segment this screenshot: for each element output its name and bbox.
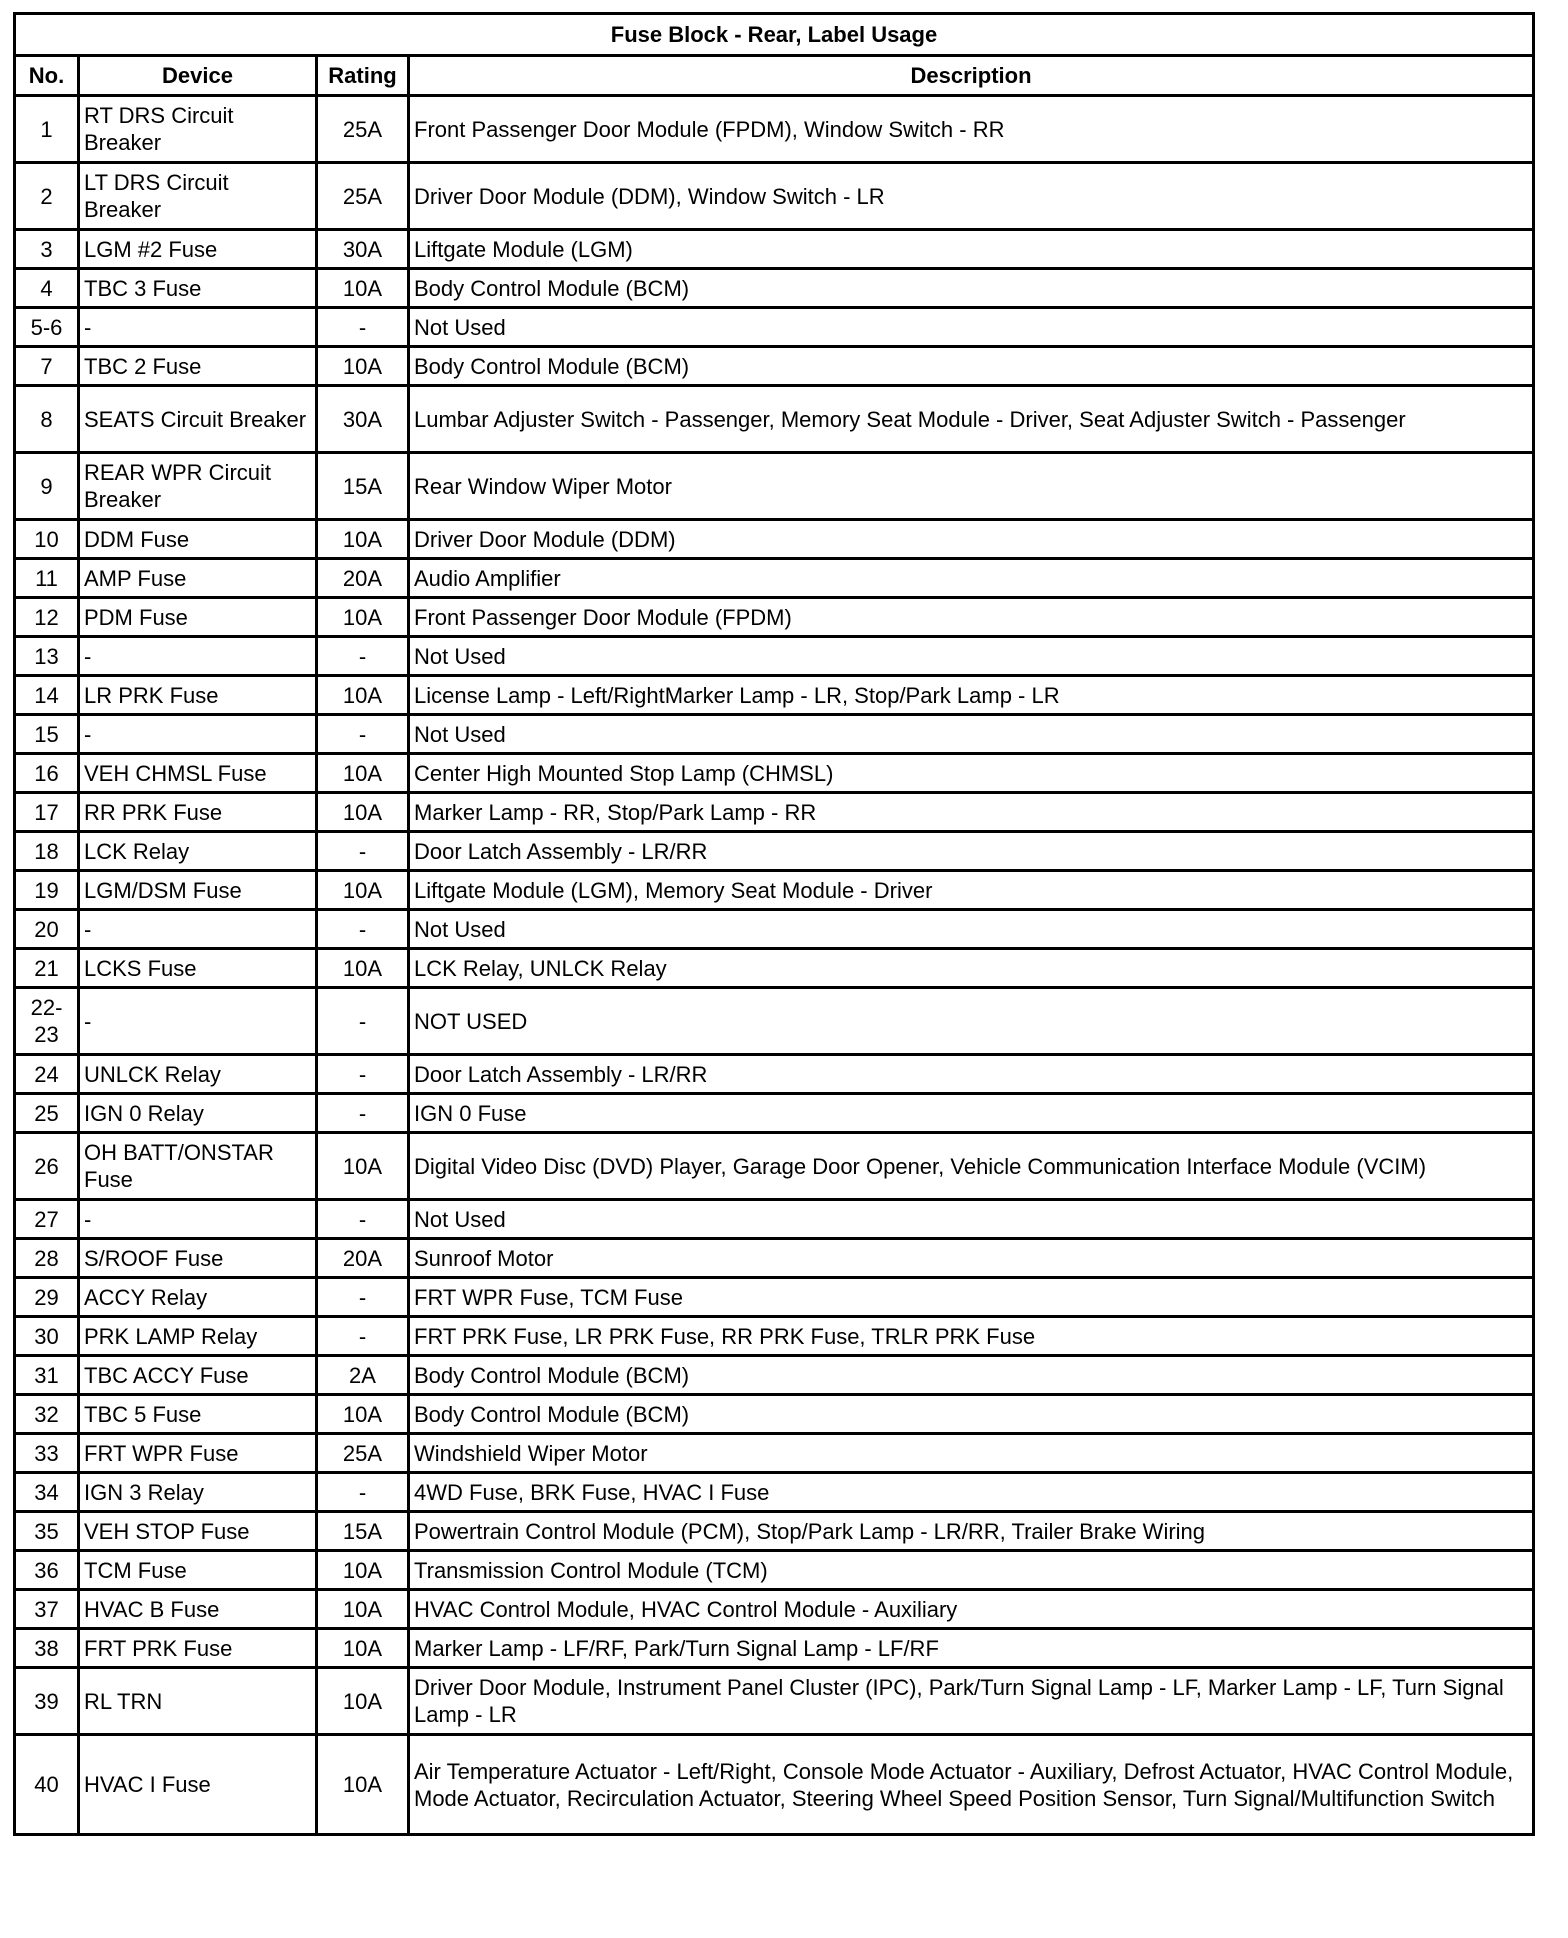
table-row <box>15 715 1534 754</box>
cell-device: VEH STOP Fuse <box>79 1512 317 1551</box>
cell-device: - <box>79 715 317 754</box>
cell-rating: 15A <box>317 1512 409 1551</box>
cell-description: NOT USED <box>409 988 1534 1055</box>
cell-rating: 10A <box>317 1735 409 1835</box>
cell-device: ACCY Relay <box>79 1278 317 1317</box>
cell-device: LCKS Fuse <box>79 949 317 988</box>
cell-rating: 30A <box>317 230 409 269</box>
cell-rating: 10A <box>317 520 409 559</box>
cell-rating: - <box>317 910 409 949</box>
table-row <box>15 1629 1534 1668</box>
cell-description: 4WD Fuse, BRK Fuse, HVAC I Fuse <box>409 1473 1534 1512</box>
cell-no: 12 <box>15 598 79 637</box>
cell-device: LGM #2 Fuse <box>79 230 317 269</box>
cell-no: 9 <box>15 453 79 520</box>
cell-device: RL TRN <box>79 1668 317 1735</box>
cell-description: Liftgate Module (LGM) <box>409 230 1534 269</box>
cell-description: Windshield Wiper Motor <box>409 1434 1534 1473</box>
cell-rating: 10A <box>317 754 409 793</box>
cell-description: FRT PRK Fuse, LR PRK Fuse, RR PRK Fuse, TRLR PRK Fuse <box>409 1317 1534 1356</box>
cell-device: UNLCK Relay <box>79 1055 317 1094</box>
table-row <box>15 96 1534 163</box>
cell-rating: - <box>317 1473 409 1512</box>
cell-no: 1 <box>15 96 79 163</box>
cell-rating: - <box>317 988 409 1055</box>
table-row <box>15 1735 1534 1835</box>
cell-device: REAR WPR Circuit Breaker <box>79 453 317 520</box>
cell-no: 11 <box>15 559 79 598</box>
cell-device: - <box>79 308 317 347</box>
table-row <box>15 676 1534 715</box>
cell-rating: 10A <box>317 347 409 386</box>
cell-device: - <box>79 910 317 949</box>
cell-rating: - <box>317 715 409 754</box>
cell-description: Digital Video Disc (DVD) Player, Garage Door Opener, Vehicle Communication Interface Module (VCIM) <box>409 1133 1534 1200</box>
cell-no: 40 <box>15 1735 79 1835</box>
table-row <box>15 1200 1534 1239</box>
cell-rating: 20A <box>317 1239 409 1278</box>
cell-description: Door Latch Assembly - LR/RR <box>409 1055 1534 1094</box>
table-row <box>15 1434 1534 1473</box>
cell-rating: 20A <box>317 559 409 598</box>
cell-description: Driver Door Module (DDM), Window Switch - LR <box>409 163 1534 230</box>
cell-no: 26 <box>15 1133 79 1200</box>
cell-device: LCK Relay <box>79 832 317 871</box>
cell-no: 7 <box>15 347 79 386</box>
cell-device: OH BATT/ONSTAR Fuse <box>79 1133 317 1200</box>
cell-no: 24 <box>15 1055 79 1094</box>
cell-no: 38 <box>15 1629 79 1668</box>
cell-no: 27 <box>15 1200 79 1239</box>
cell-device: HVAC I Fuse <box>79 1735 317 1835</box>
cell-no: 28 <box>15 1239 79 1278</box>
cell-rating: 25A <box>317 1434 409 1473</box>
cell-description: Not Used <box>409 1200 1534 1239</box>
cell-rating: 10A <box>317 269 409 308</box>
cell-description: Not Used <box>409 910 1534 949</box>
cell-no: 36 <box>15 1551 79 1590</box>
cell-description: Front Passenger Door Module (FPDM) <box>409 598 1534 637</box>
cell-rating: - <box>317 1055 409 1094</box>
cell-no: 2 <box>15 163 79 230</box>
fuse-block-table <box>13 12 1535 1836</box>
cell-device: RR PRK Fuse <box>79 793 317 832</box>
cell-rating: 10A <box>317 871 409 910</box>
cell-device: AMP Fuse <box>79 559 317 598</box>
cell-rating: 10A <box>317 1133 409 1200</box>
table-row <box>15 347 1534 386</box>
cell-description: LCK Relay, UNLCK Relay <box>409 949 1534 988</box>
table-row <box>15 269 1534 308</box>
table-row <box>15 386 1534 453</box>
table-row <box>15 559 1534 598</box>
cell-no: 10 <box>15 520 79 559</box>
cell-no: 33 <box>15 1434 79 1473</box>
table-row <box>15 988 1534 1055</box>
cell-description: Body Control Module (BCM) <box>409 1395 1534 1434</box>
cell-description: Front Passenger Door Module (FPDM), Window Switch - RR <box>409 96 1534 163</box>
table-row <box>15 163 1534 230</box>
cell-device: RT DRS Circuit Breaker <box>79 96 317 163</box>
cell-no: 15 <box>15 715 79 754</box>
cell-description: Sunroof Motor <box>409 1239 1534 1278</box>
cell-device: TBC 5 Fuse <box>79 1395 317 1434</box>
cell-description: Powertrain Control Module (PCM), Stop/Park Lamp - LR/RR, Trailer Brake Wiring <box>409 1512 1534 1551</box>
table-row <box>15 793 1534 832</box>
cell-rating: 10A <box>317 793 409 832</box>
cell-no: 25 <box>15 1094 79 1133</box>
cell-device: SEATS Circuit Breaker <box>79 386 317 453</box>
table-row <box>15 1473 1534 1512</box>
cell-description: Liftgate Module (LGM), Memory Seat Module - Driver <box>409 871 1534 910</box>
cell-no: 4 <box>15 269 79 308</box>
cell-device: LT DRS Circuit Breaker <box>79 163 317 230</box>
cell-no: 13 <box>15 637 79 676</box>
table-row <box>15 308 1534 347</box>
table-row <box>15 1668 1534 1735</box>
cell-description: Center High Mounted Stop Lamp (CHMSL) <box>409 754 1534 793</box>
cell-rating: 2A <box>317 1356 409 1395</box>
cell-description: Body Control Module (BCM) <box>409 269 1534 308</box>
cell-device: S/ROOF Fuse <box>79 1239 317 1278</box>
table-row <box>15 1395 1534 1434</box>
cell-no: 17 <box>15 793 79 832</box>
cell-device: TBC ACCY Fuse <box>79 1356 317 1395</box>
cell-no: 39 <box>15 1668 79 1735</box>
cell-no: 31 <box>15 1356 79 1395</box>
table-row <box>15 520 1534 559</box>
cell-device: LGM/DSM Fuse <box>79 871 317 910</box>
cell-device: FRT PRK Fuse <box>79 1629 317 1668</box>
cell-rating: 10A <box>317 949 409 988</box>
cell-no: 21 <box>15 949 79 988</box>
cell-rating: 10A <box>317 1395 409 1434</box>
cell-description: Not Used <box>409 308 1534 347</box>
cell-description: Audio Amplifier <box>409 559 1534 598</box>
cell-description: HVAC Control Module, HVAC Control Module - Auxiliary <box>409 1590 1534 1629</box>
cell-device: FRT WPR Fuse <box>79 1434 317 1473</box>
cell-description: IGN 0 Fuse <box>409 1094 1534 1133</box>
table-row <box>15 453 1534 520</box>
table-row <box>15 754 1534 793</box>
cell-description: Not Used <box>409 715 1534 754</box>
cell-rating: 10A <box>317 1551 409 1590</box>
cell-no: 30 <box>15 1317 79 1356</box>
cell-device: IGN 0 Relay <box>79 1094 317 1133</box>
cell-description: FRT WPR Fuse, TCM Fuse <box>409 1278 1534 1317</box>
cell-rating: 10A <box>317 1590 409 1629</box>
table-row <box>15 1094 1534 1133</box>
cell-description: License Lamp - Left/RightMarker Lamp - LR, Stop/Park Lamp - LR <box>409 676 1534 715</box>
header-description: Description <box>409 56 1534 96</box>
cell-device: VEH CHMSL Fuse <box>79 754 317 793</box>
cell-device: - <box>79 988 317 1055</box>
cell-no: 18 <box>15 832 79 871</box>
cell-device: PRK LAMP Relay <box>79 1317 317 1356</box>
table-row <box>15 910 1534 949</box>
cell-rating: 25A <box>317 96 409 163</box>
cell-no: 32 <box>15 1395 79 1434</box>
cell-rating: - <box>317 1317 409 1356</box>
table-row <box>15 1278 1534 1317</box>
cell-rating: 25A <box>317 163 409 230</box>
cell-rating: 15A <box>317 453 409 520</box>
cell-description: Rear Window Wiper Motor <box>409 453 1534 520</box>
cell-description: Door Latch Assembly - LR/RR <box>409 832 1534 871</box>
cell-no: 14 <box>15 676 79 715</box>
cell-description: Driver Door Module (DDM) <box>409 520 1534 559</box>
table-row <box>15 230 1534 269</box>
table-row <box>15 949 1534 988</box>
cell-description: Body Control Module (BCM) <box>409 1356 1534 1395</box>
cell-device: TBC 2 Fuse <box>79 347 317 386</box>
cell-rating: 10A <box>317 676 409 715</box>
cell-rating: - <box>317 1094 409 1133</box>
table-title: Fuse Block - Rear, Label Usage <box>15 14 1534 56</box>
table-row <box>15 1133 1534 1200</box>
cell-no: 29 <box>15 1278 79 1317</box>
cell-device: DDM Fuse <box>79 520 317 559</box>
cell-description: Air Temperature Actuator - Left/Right, Console Mode Actuator - Auxiliary, Defrost Actuator, HVAC Control Module, Mode Actuator, Recirculation Actuator, Steering Wheel Speed Position Sensor, Turn Signal/Multifunction Switch <box>409 1735 1534 1835</box>
cell-rating: 10A <box>317 598 409 637</box>
header-rating: Rating <box>317 56 409 96</box>
cell-no: 5-6 <box>15 308 79 347</box>
cell-no: 22-23 <box>15 988 79 1055</box>
header-device: Device <box>79 56 317 96</box>
cell-device: TCM Fuse <box>79 1551 317 1590</box>
cell-device: TBC 3 Fuse <box>79 269 317 308</box>
cell-description: Body Control Module (BCM) <box>409 347 1534 386</box>
cell-no: 3 <box>15 230 79 269</box>
cell-device: LR PRK Fuse <box>79 676 317 715</box>
cell-device: - <box>79 1200 317 1239</box>
cell-device: - <box>79 637 317 676</box>
table-row <box>15 1551 1534 1590</box>
cell-no: 37 <box>15 1590 79 1629</box>
table-row <box>15 598 1534 637</box>
cell-description: Transmission Control Module (TCM) <box>409 1551 1534 1590</box>
cell-rating: - <box>317 1200 409 1239</box>
cell-rating: - <box>317 832 409 871</box>
cell-device: HVAC B Fuse <box>79 1590 317 1629</box>
table-row <box>15 1512 1534 1551</box>
cell-no: 20 <box>15 910 79 949</box>
cell-description: Lumbar Adjuster Switch - Passenger, Memory Seat Module - Driver, Seat Adjuster Switch - Passenger <box>409 386 1534 453</box>
header-no: No. <box>15 56 79 96</box>
cell-description: Marker Lamp - RR, Stop/Park Lamp - RR <box>409 793 1534 832</box>
cell-rating: 10A <box>317 1629 409 1668</box>
table-row <box>15 1356 1534 1395</box>
cell-no: 34 <box>15 1473 79 1512</box>
cell-no: 8 <box>15 386 79 453</box>
cell-no: 35 <box>15 1512 79 1551</box>
cell-description: Driver Door Module, Instrument Panel Cluster (IPC), Park/Turn Signal Lamp - LF, Marker Lamp - LF, Turn Signal Lamp - LR <box>409 1668 1534 1735</box>
cell-device: IGN 3 Relay <box>79 1473 317 1512</box>
cell-device: PDM Fuse <box>79 598 317 637</box>
cell-no: 16 <box>15 754 79 793</box>
cell-rating: - <box>317 1278 409 1317</box>
cell-rating: - <box>317 308 409 347</box>
cell-rating: - <box>317 637 409 676</box>
cell-rating: 30A <box>317 386 409 453</box>
table-row <box>15 1055 1534 1094</box>
cell-rating: 10A <box>317 1668 409 1735</box>
table-row <box>15 832 1534 871</box>
table-row <box>15 871 1534 910</box>
cell-description: Marker Lamp - LF/RF, Park/Turn Signal Lamp - LF/RF <box>409 1629 1534 1668</box>
cell-description: Not Used <box>409 637 1534 676</box>
table-row <box>15 1590 1534 1629</box>
table-row <box>15 1317 1534 1356</box>
table-row <box>15 637 1534 676</box>
table-row <box>15 1239 1534 1278</box>
cell-no: 19 <box>15 871 79 910</box>
